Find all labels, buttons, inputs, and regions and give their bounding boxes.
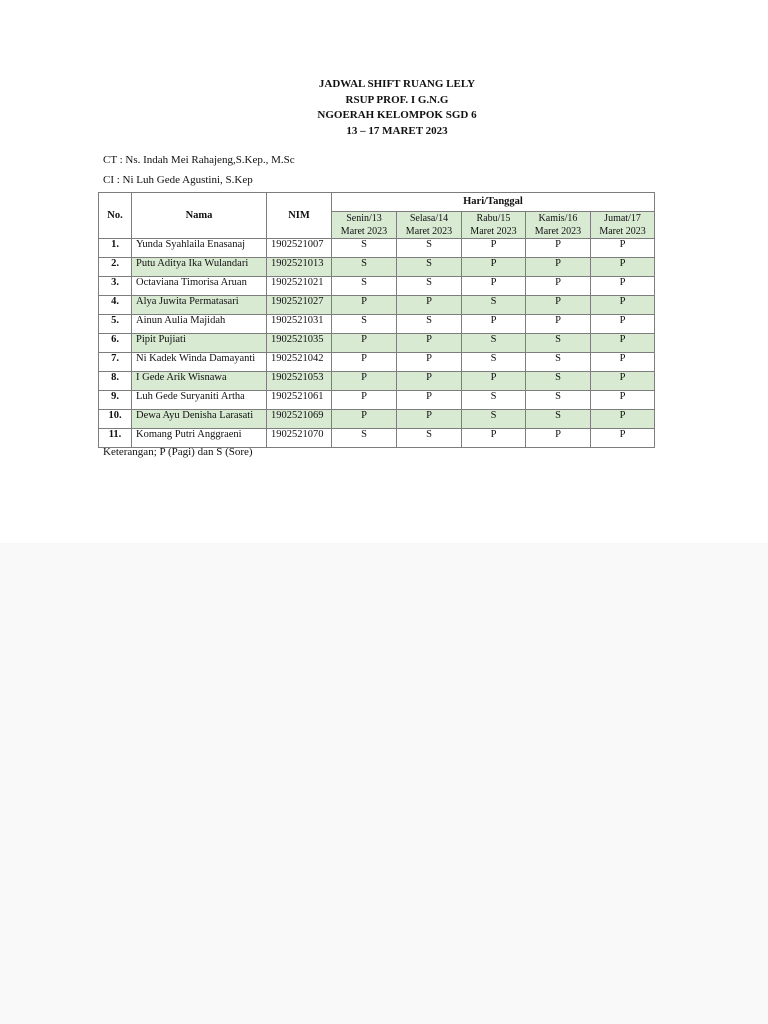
ci-line: CI : Ni Luh Gede Agustini, S.Kep — [103, 174, 253, 186]
shift-cell: P — [462, 315, 526, 334]
row-number: 2. — [99, 258, 132, 277]
student-nim: 1902521053 — [267, 372, 332, 391]
shift-cell: P — [526, 239, 591, 258]
table-row — [99, 353, 655, 372]
shift-cell: S — [397, 277, 462, 296]
shift-cell: P — [591, 410, 655, 429]
shift-cell: P — [397, 410, 462, 429]
shift-cell: S — [397, 315, 462, 334]
shift-cell: S — [462, 410, 526, 429]
header-nama: Nama — [132, 193, 267, 239]
student-name: Yunda Syahlaila Enasanaj — [132, 239, 267, 258]
shift-cell: P — [591, 372, 655, 391]
shift-cell: S — [332, 277, 397, 296]
table-row — [99, 334, 655, 353]
shift-cell: P — [591, 258, 655, 277]
ct-line: CT : Ns. Indah Mei Rahajeng,S.Kep., M.Sc — [103, 154, 295, 166]
table-row — [99, 372, 655, 391]
shift-cell: P — [591, 353, 655, 372]
header-day-month: Maret 2023 — [599, 226, 646, 237]
shift-cell: P — [332, 372, 397, 391]
student-nim: 1902521031 — [267, 315, 332, 334]
row-number: 4. — [99, 296, 132, 315]
header-day-month: Maret 2023 — [470, 226, 517, 237]
shift-cell: S — [397, 258, 462, 277]
header-day-month: Maret 2023 — [534, 226, 582, 237]
student-name: Ni Kadek Winda Damayanti — [132, 353, 267, 372]
student-nim: 1902521021 — [267, 277, 332, 296]
row-number: 6. — [99, 334, 132, 353]
header-day-name: Selasa/14 — [409, 213, 449, 224]
shift-cell: P — [526, 296, 591, 315]
row-number: 3. — [99, 277, 132, 296]
table-row — [99, 315, 655, 334]
shift-cell: S — [332, 258, 397, 277]
shift-cell: S — [332, 315, 397, 334]
shift-cell: P — [397, 372, 462, 391]
shift-cell: S — [526, 334, 591, 353]
shift-cell: S — [462, 353, 526, 372]
student-nim: 1902521007 — [267, 239, 332, 258]
student-name: Putu Aditya Ika Wulandari — [132, 258, 267, 277]
shift-cell: P — [397, 353, 462, 372]
shift-cell: S — [526, 391, 591, 410]
header-day-1 — [332, 212, 397, 239]
shift-schedule-table — [98, 192, 655, 448]
header-day-name: Senin/13 — [346, 213, 382, 224]
table-row — [99, 239, 655, 258]
shift-cell: P — [397, 391, 462, 410]
shift-cell: P — [591, 296, 655, 315]
shift-cell: S — [462, 334, 526, 353]
table-row — [99, 258, 655, 277]
table-body — [99, 239, 655, 448]
row-number: 5. — [99, 315, 132, 334]
shift-cell: S — [526, 353, 591, 372]
student-name: Octaviana Timorisa Aruan — [132, 277, 267, 296]
student-name: I Gede Arik Wisnawa — [132, 372, 267, 391]
shift-cell: S — [462, 391, 526, 410]
shift-cell: P — [462, 258, 526, 277]
student-name: Komang Putri Anggraeni — [132, 429, 267, 448]
header-day-month: Maret 2023 — [405, 226, 453, 237]
student-name: Alya Juwita Permatasari — [132, 296, 267, 315]
shift-cell: P — [462, 372, 526, 391]
shift-cell: S — [397, 429, 462, 448]
student-nim: 1902521013 — [267, 258, 332, 277]
shift-cell: P — [591, 334, 655, 353]
student-nim: 1902521061 — [267, 391, 332, 410]
header-day-name: Rabu/15 — [476, 213, 511, 224]
title-line-4: 13 – 17 MARET 2023 — [346, 124, 448, 137]
table-row — [99, 391, 655, 410]
header-row-1 — [99, 193, 655, 212]
shift-cell: P — [526, 258, 591, 277]
legend-note: Keterangan; P (Pagi) dan S (Sore) — [103, 446, 253, 458]
student-nim: 1902521070 — [267, 429, 332, 448]
shift-cell: S — [462, 296, 526, 315]
table-row — [99, 277, 655, 296]
shift-cell: S — [332, 239, 397, 258]
header-day-month: Maret 2023 — [340, 226, 388, 237]
row-number: 11. — [99, 429, 132, 448]
shift-cell: P — [332, 353, 397, 372]
shift-cell: S — [332, 429, 397, 448]
shift-cell: P — [332, 410, 397, 429]
header-day-3 — [462, 212, 526, 239]
shift-cell: P — [591, 315, 655, 334]
shift-cell: P — [591, 391, 655, 410]
student-name: Pipit Pujiati — [132, 334, 267, 353]
student-name: Dewa Ayu Denisha Larasati — [132, 410, 267, 429]
title-line-1: JADWAL SHIFT RUANG LELY — [318, 78, 476, 90]
student-name: Luh Gede Suryaniti Artha — [132, 391, 267, 410]
row-number: 8. — [99, 372, 132, 391]
header-hari-tanggal: Hari/Tanggal — [332, 193, 655, 212]
title-line-2: RSUP PROF. I G.N.G — [345, 93, 449, 106]
shift-cell: P — [332, 391, 397, 410]
shift-cell: P — [591, 277, 655, 296]
header-day-name: Jumat/17 — [604, 213, 641, 224]
shift-cell: P — [526, 429, 591, 448]
shift-cell: P — [526, 315, 591, 334]
shift-cell: P — [332, 334, 397, 353]
shift-cell: P — [397, 334, 462, 353]
shift-cell: P — [526, 277, 591, 296]
shift-cell: P — [591, 239, 655, 258]
student-nim: 1902521035 — [267, 334, 332, 353]
header-day-4 — [526, 212, 591, 239]
row-number: 10. — [99, 410, 132, 429]
student-name: Ainun Aulia Majidah — [132, 315, 267, 334]
header-no: No. — [99, 193, 132, 239]
document-title — [0, 77, 768, 139]
student-nim: 1902521027 — [267, 296, 332, 315]
header-day-name: Kamis/16 — [538, 213, 578, 224]
shift-cell: P — [397, 296, 462, 315]
shift-cell: P — [462, 429, 526, 448]
row-number: 1. — [99, 239, 132, 258]
header-day-2 — [397, 212, 462, 239]
student-nim: 1902521042 — [267, 353, 332, 372]
row-number: 9. — [99, 391, 132, 410]
table-row — [99, 410, 655, 429]
shift-cell: S — [397, 239, 462, 258]
table-row — [99, 296, 655, 315]
row-number: 7. — [99, 353, 132, 372]
header-nim: NIM — [267, 193, 332, 239]
shift-cell: P — [462, 239, 526, 258]
title-line-3: NGOERAH KELOMPOK SGD 6 — [317, 109, 477, 121]
student-nim: 1902521069 — [267, 410, 332, 429]
shift-cell: P — [332, 296, 397, 315]
shift-cell: P — [591, 429, 655, 448]
shift-cell: S — [526, 372, 591, 391]
shift-cell: S — [526, 410, 591, 429]
header-day-5 — [591, 212, 655, 239]
shift-cell: P — [462, 277, 526, 296]
